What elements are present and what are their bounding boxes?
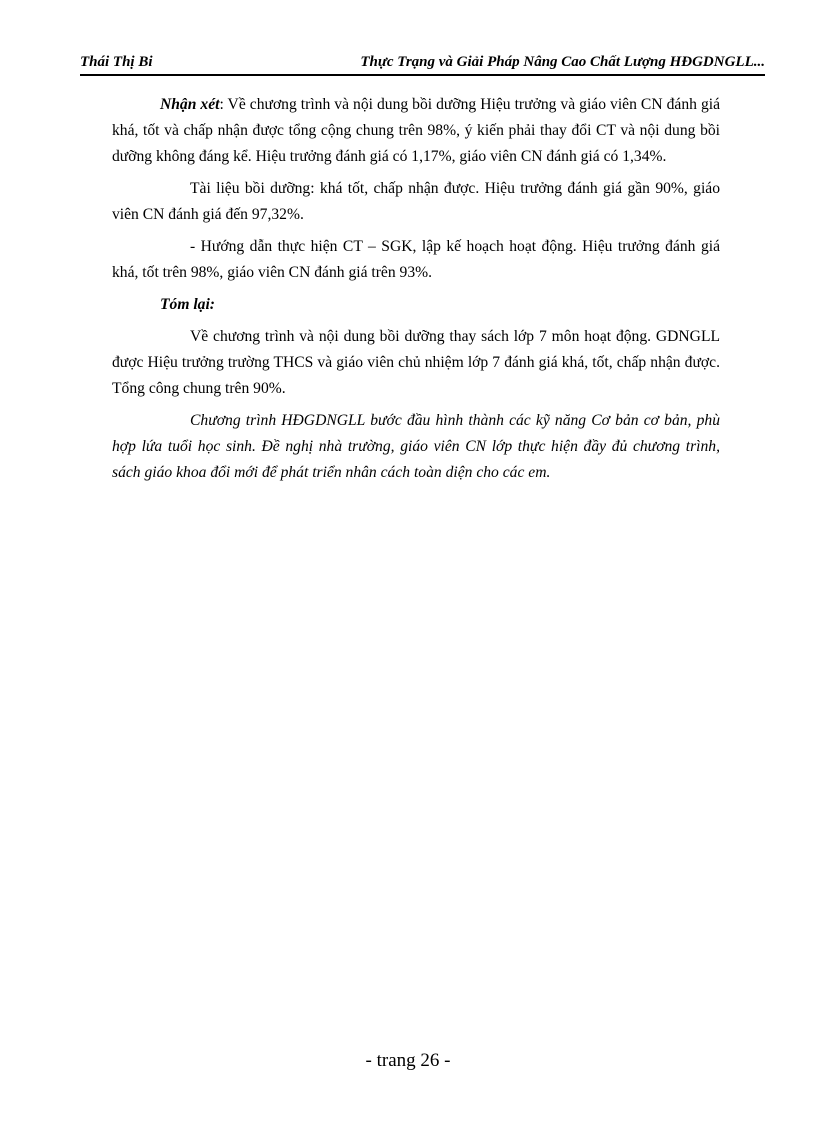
comment-text: : Về chương trình và nội dung bồi dưỡng Hiệu trưởng và giáo viên CN đánh giá khá, tốt và chấp nhận được tổng cộng chung trên 98%, ý kiến phải thay đổi CT và nội dung bồi dưỡng không đáng kể. Hiệu trưởng đánh giá có 1,17%, giáo viên CN đánh giá có 1,34%.: [112, 96, 720, 165]
paragraph-implementation-guide: - Hướng dẫn thực hiện CT – SGK, lập kế hoạch hoạt động. Hiệu trưởng đánh giá khá, tốt trên 98%, giáo viên CN đánh giá trên 93%.: [112, 238, 720, 281]
paragraph-summary: Về chương trình và nội dung bồi dưỡng thay sách lớp 7 môn hoạt động. GDNGLL được Hiệu trưởng trường THCS và giáo viên chủ nhiệm lớp 7 đánh giá khá, tốt, chấp nhận được. Tổng công chung trên 90%.: [112, 328, 720, 397]
page-content: [112, 92, 720, 492]
summary-heading: Tóm lại:: [160, 296, 216, 313]
paragraph-conclusion: Chương trình HĐGDNGLL bước đầu hình thành các kỹ năng Cơ bản cơ bản, phù hợp lứa tuổi học sinh. Đề nghị nhà trường, giáo viên CN lớp thực hiện đầy đủ chương trình, sách giáo khoa đổi mới để phát triển nhân cách toàn diện cho các em.: [112, 412, 720, 481]
page-number: - trang 26 -: [365, 1050, 451, 1071]
header-author: Thái Thị Bi: [80, 54, 153, 70]
header-document-title: Thực Trạng và Giải Pháp Nâng Cao Chất Lượng HĐGDNGLL...: [360, 54, 765, 70]
page-header: [80, 52, 765, 76]
paragraph-training-materials: Tài liệu bồi dưỡng: khá tốt, chấp nhận được. Hiệu trưởng đánh giá gần 90%, giáo viên CN đánh giá đến 97,32%.: [112, 180, 720, 223]
paragraph-comment: [112, 92, 720, 170]
comment-label: Nhận xét: [160, 96, 220, 113]
